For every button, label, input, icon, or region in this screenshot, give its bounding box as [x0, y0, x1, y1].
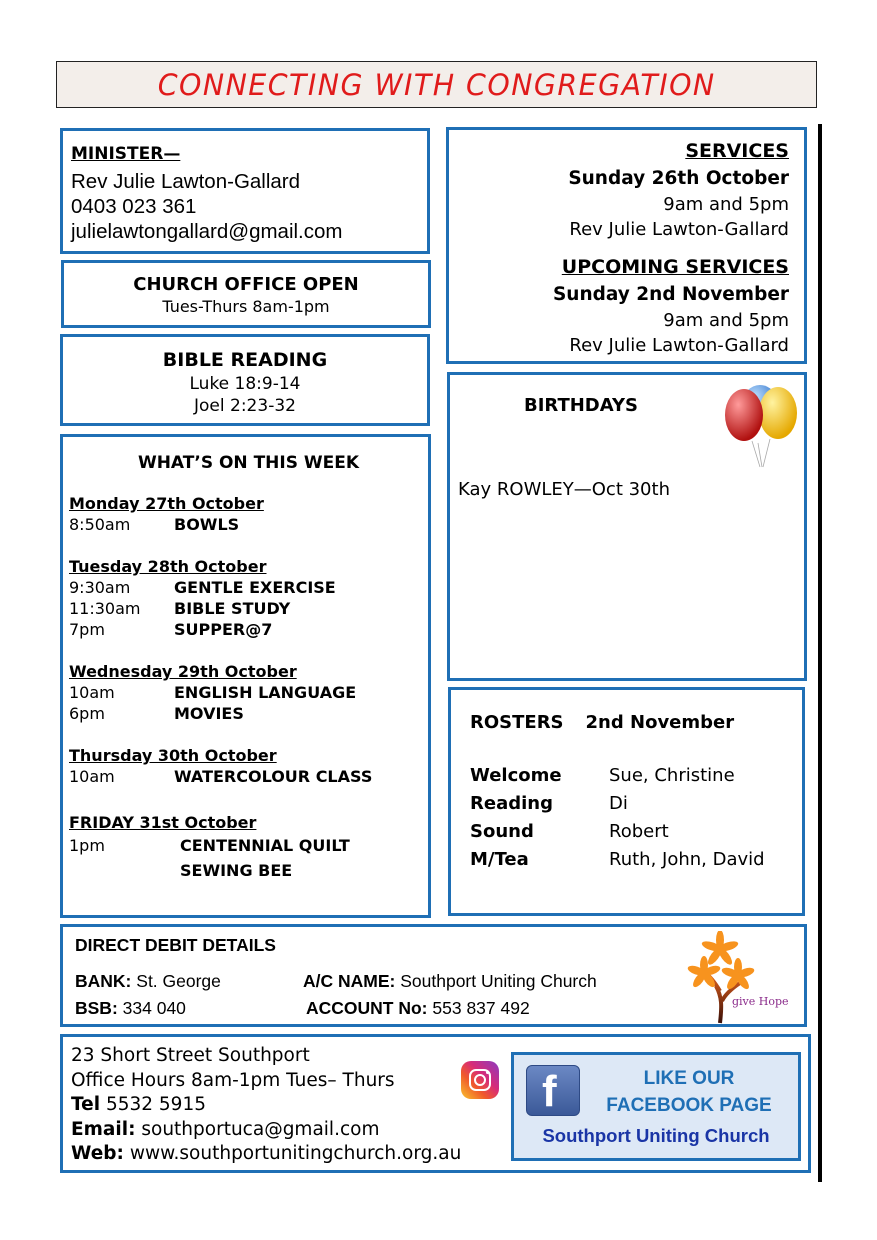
event-row	[69, 833, 428, 858]
church-office-box	[61, 260, 431, 328]
roster-role: M/Tea	[470, 849, 529, 870]
whats-on-day	[69, 812, 428, 883]
account-value: 553 837 492	[432, 998, 530, 1018]
whats-on-day	[69, 556, 428, 640]
event-row	[69, 514, 428, 535]
event-time: 10am	[69, 683, 115, 702]
day-heading: Tuesday 28th October	[69, 557, 267, 576]
minister-email[interactable]: julielawtongallard@gmail.com	[71, 220, 343, 243]
page-divider-line	[818, 124, 822, 1182]
minister-box	[60, 128, 430, 254]
event-name: BOWLS	[174, 515, 240, 534]
event-name: SEWING BEE	[180, 861, 293, 880]
day-heading: FRIDAY 31st October	[69, 813, 257, 832]
day-heading: Thursday 30th October	[69, 746, 277, 765]
birthdays-heading: BIRTHDAYS	[524, 395, 638, 416]
newsletter-title-bar	[56, 61, 817, 108]
roster-role: Welcome	[470, 765, 562, 786]
event-name: SUPPER@7	[174, 620, 273, 639]
bible-reading-box	[60, 334, 430, 426]
bank-label: BANK:	[75, 971, 132, 991]
event-time: 1pm	[69, 836, 105, 855]
rosters-date: 2nd November	[585, 712, 735, 733]
facebook-like-text: LIKE OUR FACEBOOK PAGE	[606, 1068, 772, 1116]
event-name: ENGLISH LANGUAGE	[174, 683, 357, 702]
roster-names: Robert	[609, 821, 669, 842]
roster-role: Sound	[470, 821, 534, 842]
event-time: 11:30am	[69, 599, 141, 618]
whats-on-day	[69, 745, 428, 787]
facebook-panel[interactable]	[511, 1052, 801, 1161]
roster-row	[470, 790, 802, 818]
day-heading: Wednesday 29th October	[69, 662, 297, 681]
email-label: Email:	[71, 1118, 136, 1140]
event-row	[69, 682, 428, 703]
whats-on-day	[69, 661, 428, 724]
rosters-box	[448, 687, 805, 916]
upcoming-service-leader: Rev Julie Lawton-Gallard	[569, 335, 789, 356]
web-label: Web:	[71, 1143, 124, 1164]
tel-value[interactable]: 5532 5915	[105, 1094, 206, 1115]
service-date: Sunday 26th October	[568, 168, 789, 189]
birthdays-box	[447, 372, 807, 681]
roster-row	[470, 846, 802, 874]
bible-reading-item: Joel 2:23-32	[194, 396, 296, 416]
instagram-icon[interactable]	[461, 1061, 499, 1099]
event-time: 6pm	[69, 704, 105, 723]
give-hope-text: give Hope	[732, 995, 789, 1008]
rosters-heading	[470, 710, 802, 736]
event-row	[69, 703, 428, 724]
facebook-icon[interactable]: f	[526, 1065, 580, 1116]
bsb-value: 334 040	[122, 998, 186, 1018]
event-row	[69, 619, 428, 640]
services-box	[446, 127, 807, 364]
church-office-heading: CHURCH OFFICE OPEN	[133, 274, 359, 295]
whats-on-heading: WHAT’S ON THIS WEEK	[137, 453, 360, 473]
roster-names: Sue, Christine	[609, 765, 735, 786]
event-row	[69, 858, 428, 883]
services-heading: SERVICES	[685, 140, 789, 162]
event-row	[69, 577, 428, 598]
roster-role: Reading	[470, 793, 553, 814]
bsb-label: BSB:	[75, 998, 118, 1018]
facebook-page-name[interactable]: Southport Uniting Church	[542, 1125, 770, 1146]
account-label: ACCOUNT No:	[306, 998, 428, 1018]
direct-debit-box	[60, 924, 807, 1027]
direct-debit-heading: DIRECT DEBIT DETAILS	[75, 935, 276, 955]
roster-names: Ruth, John, David	[609, 849, 765, 870]
event-time: 9:30am	[69, 578, 131, 597]
service-times: 9am and 5pm	[663, 194, 789, 215]
event-time: 8:50am	[69, 515, 131, 534]
upcoming-service-times: 9am and 5pm	[663, 310, 789, 331]
upcoming-service-date: Sunday 2nd November	[552, 284, 789, 305]
roster-row	[470, 762, 802, 790]
office-hours: Office Hours 8am-1pm Tues– Thurs	[71, 1069, 395, 1091]
upcoming-services-heading: UPCOMING SERVICES	[561, 256, 789, 278]
minister-name: Rev Julie Lawton-Gallard	[71, 170, 301, 193]
event-name: BIBLE STUDY	[174, 599, 291, 618]
ac-name-label: A/C NAME:	[303, 971, 396, 991]
bank-value: St. George	[136, 971, 221, 991]
roster-row	[470, 818, 802, 846]
address: 23 Short Street Southport	[71, 1045, 310, 1066]
newsletter-title: CONNECTING WITH CONGREGATION	[157, 67, 716, 102]
roster-names: Di	[609, 793, 628, 814]
give-hope-logo-icon	[686, 931, 790, 1025]
bible-reading-item: Luke 18:9-14	[189, 374, 301, 394]
event-time: 7pm	[69, 620, 105, 639]
whats-on-box	[60, 434, 431, 918]
event-time	[69, 858, 180, 883]
bible-reading-heading: BIBLE READING	[162, 349, 328, 371]
event-name: CENTENNIAL QUILT	[180, 836, 350, 855]
event-row	[69, 766, 428, 787]
balloons-icon	[722, 383, 802, 469]
website-link[interactable]: www.southportunitingchurch.org.au	[129, 1143, 462, 1164]
tel-label: Tel	[71, 1094, 101, 1115]
event-row	[69, 598, 428, 619]
whats-on-day	[69, 493, 428, 535]
event-name: WATERCOLOUR CLASS	[174, 767, 373, 786]
minister-phone[interactable]: 0403 023 361	[71, 195, 197, 218]
event-name: GENTLE EXERCISE	[174, 578, 336, 597]
birthday-item: Kay ROWLEY—Oct 30th	[458, 479, 670, 500]
event-name: MOVIES	[174, 704, 244, 723]
event-time: 10am	[69, 767, 115, 786]
email-link[interactable]: southportuca@gmail.com	[141, 1118, 380, 1140]
service-leader: Rev Julie Lawton-Gallard	[569, 219, 789, 240]
ac-name-value: Southport Uniting Church	[400, 971, 597, 991]
church-office-hours: Tues-Thurs 8am-1pm	[162, 297, 330, 316]
day-heading: Monday 27th October	[69, 494, 264, 513]
minister-heading: MINISTER—	[71, 144, 181, 164]
rosters-title: ROSTERS	[470, 712, 564, 733]
